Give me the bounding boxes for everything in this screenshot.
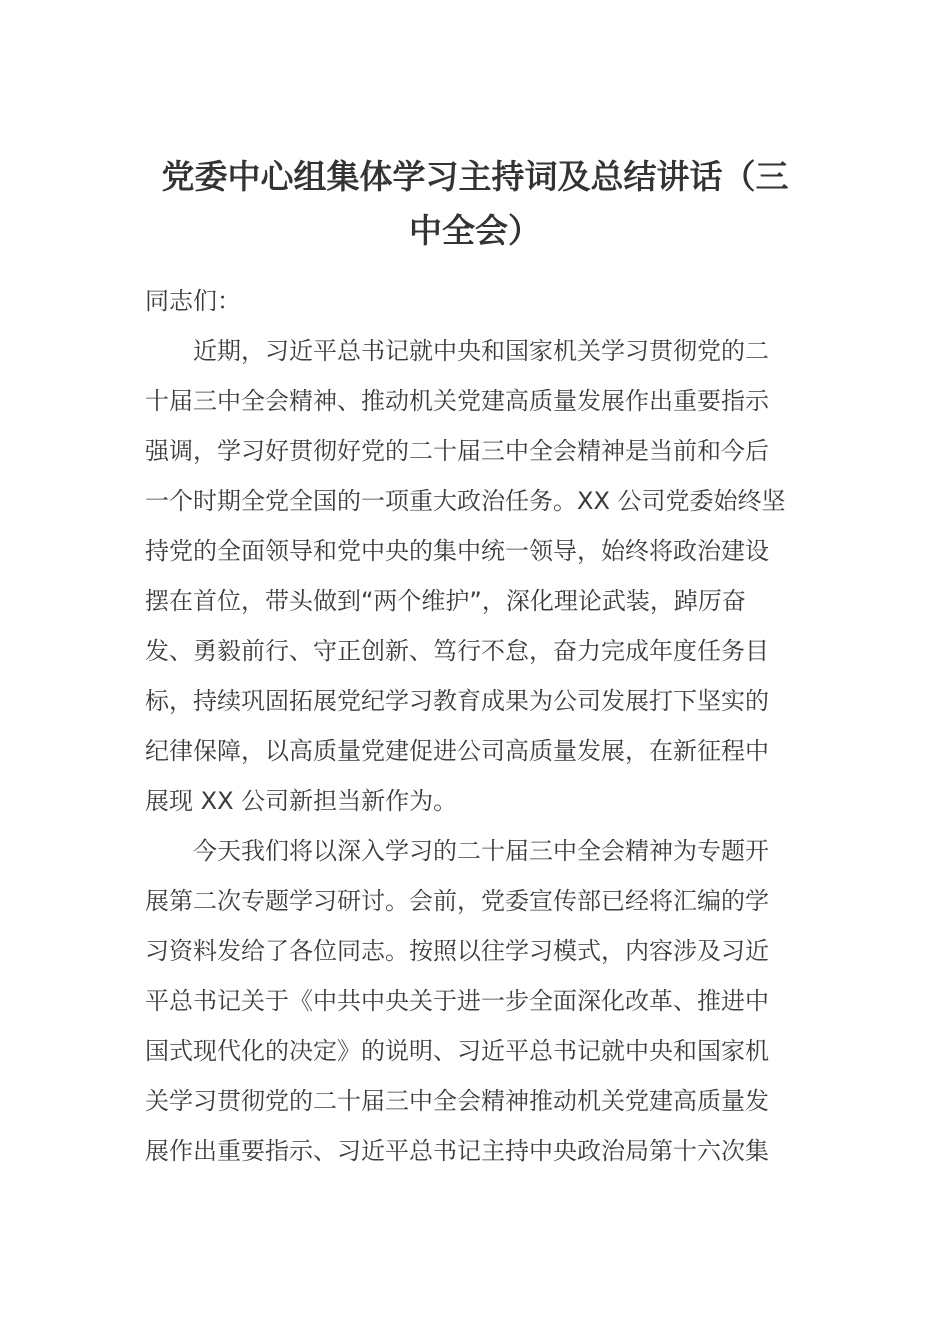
document-title (140, 150, 810, 258)
paragraph-line: 关学习贯彻党的二十届三中全会精神推动机关党建高质量发 (145, 1087, 769, 1115)
paragraph-line: 摆在首位，带头做到“两个维护”，深化理论武装，踔厉奋 (145, 587, 746, 615)
paragraph-line: 强调，学习好贯彻好党的二十届三中全会精神是当前和今后 (145, 437, 769, 465)
paragraph-line: 十届三中全会精神、推动机关党建高质量发展作出重要指示 (145, 387, 769, 415)
paragraph-line: 标，持续巩固拓展党纪学习教育成果为公司发展打下坚实的 (145, 687, 769, 715)
document-body (145, 276, 805, 1176)
paragraph-line: 平总书记关于《中共中央关于进一步全面深化改革、推进中 (145, 987, 769, 1015)
salutation: 同志们： (145, 287, 241, 315)
title-line: 中全会） (409, 211, 541, 250)
paragraph-line: 习资料发给了各位同志。按照以往学习模式，内容涉及习近 (145, 937, 769, 965)
paragraph-line: 纪律保障，以高质量党建促进公司高质量发展，在新征程中 (145, 737, 769, 765)
paragraph-line: 一个时期全党全国的一项重大政治任务。XX 公司党委始终坚 (145, 487, 786, 515)
paragraph-line: 展现 XX 公司新担当新作为。 (145, 787, 458, 815)
paragraph-line: 持党的全面领导和党中央的集中统一领导，始终将政治建设 (145, 537, 769, 565)
title-line: 党委中心组集体学习主持词及总结讲话（三 (161, 157, 789, 196)
paragraph-line: 今天我们将以深入学习的二十届三中全会精神为专题开 (193, 837, 769, 865)
paragraph-line: 近期，习近平总书记就中央和国家机关学习贯彻党的二 (193, 337, 769, 365)
paragraph-line: 发、勇毅前行、守正创新、笃行不怠，奋力完成年度任务目 (145, 637, 769, 665)
paragraph-line: 展第二次专题学习研讨。会前，党委宣传部已经将汇编的学 (145, 887, 769, 915)
paragraph-line: 国式现代化的决定》的说明、习近平总书记就中央和国家机 (145, 1037, 769, 1065)
paragraph-line: 展作出重要指示、习近平总书记主持中央政治局第十六次集 (145, 1137, 769, 1165)
